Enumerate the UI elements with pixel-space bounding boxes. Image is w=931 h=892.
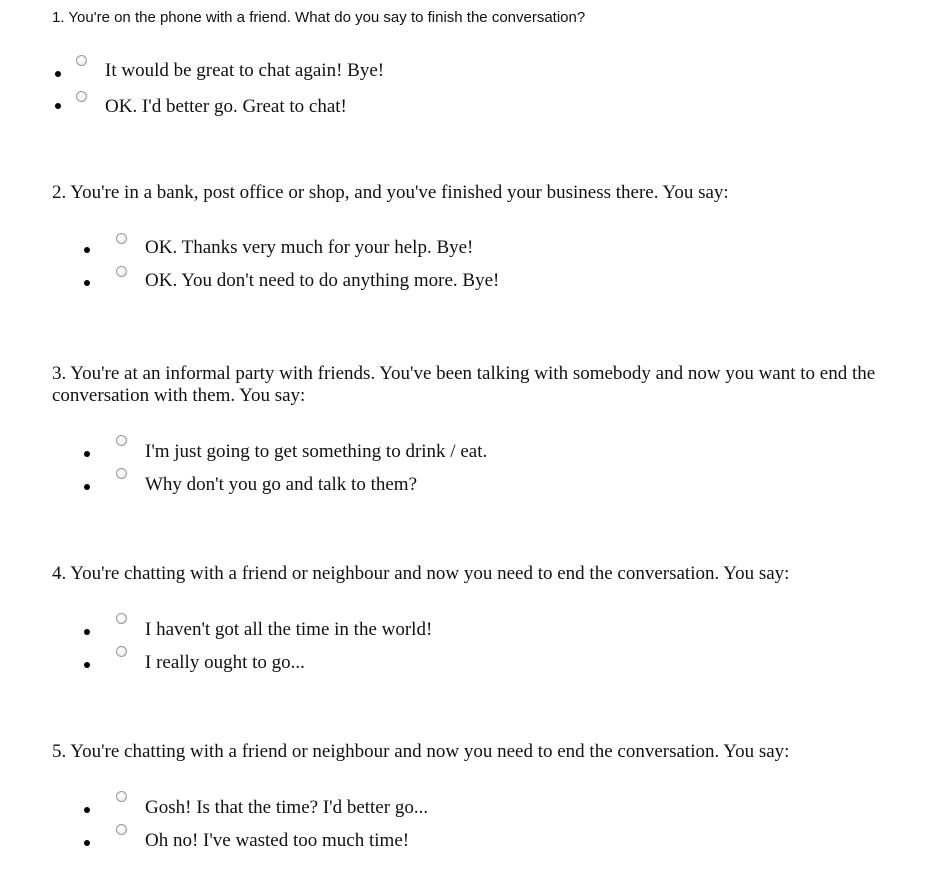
- radio-button[interactable]: [116, 824, 127, 835]
- bullet-icon: [84, 662, 90, 668]
- radio-button[interactable]: [116, 468, 127, 479]
- radio-button[interactable]: [116, 435, 127, 446]
- bullet-icon: [84, 484, 90, 490]
- answer-option[interactable]: [0, 649, 931, 679]
- option-label: It would be great to chat again! Bye!: [105, 60, 385, 81]
- question-text: 2. You're in a bank, post office or shop, and you've finished your business there. You say:: [52, 182, 729, 203]
- bullet-icon: [55, 103, 61, 109]
- radio-button[interactable]: [76, 91, 87, 102]
- radio-button[interactable]: [116, 266, 127, 277]
- answer-option[interactable]: [0, 58, 931, 88]
- option-label: Why don't you go and talk to them?: [145, 474, 418, 495]
- option-label: Gosh! Is that the time? I'd better go...: [145, 797, 429, 818]
- radio-button[interactable]: [116, 646, 127, 657]
- answer-option[interactable]: [0, 827, 931, 857]
- question-text: 3. You're at an informal party with friends. You've been talking with somebody and now you want to end the conversation with them. You say:: [52, 363, 876, 406]
- option-label: OK. You don't need to do anything more. Bye!: [145, 270, 500, 291]
- option-label: I'm just going to get something to drink / eat.: [145, 441, 488, 462]
- bullet-icon: [84, 840, 90, 846]
- option-label: I really ought to go...: [145, 652, 305, 673]
- answer-option[interactable]: [0, 267, 931, 297]
- radio-button[interactable]: [116, 233, 127, 244]
- answer-option[interactable]: [0, 438, 931, 468]
- question-text: 4. You're chatting with a friend or neighbour and now you need to end the conversation. You say:: [52, 563, 790, 584]
- bullet-icon: [84, 629, 90, 635]
- bullet-icon: [84, 807, 90, 813]
- question-text: 1. You're on the phone with a friend. What do you say to finish the conversation?: [52, 9, 586, 26]
- bullet-icon: [84, 247, 90, 253]
- answer-option[interactable]: [0, 234, 931, 264]
- answer-option[interactable]: [0, 93, 931, 123]
- option-label: OK. Thanks very much for your help. Bye!: [145, 237, 474, 258]
- bullet-icon: [84, 280, 90, 286]
- radio-button[interactable]: [116, 613, 127, 624]
- option-label: OK. I'd better go. Great to chat!: [105, 96, 347, 117]
- question-text: 5. You're chatting with a friend or neighbour and now you need to end the conversation. You say:: [52, 741, 790, 762]
- radio-button[interactable]: [116, 791, 127, 802]
- answer-option[interactable]: [0, 794, 931, 824]
- option-label: Oh no! I've wasted too much time!: [145, 830, 410, 851]
- answer-option[interactable]: [0, 471, 931, 501]
- option-label: I haven't got all the time in the world!: [145, 619, 433, 640]
- radio-button[interactable]: [76, 55, 87, 66]
- bullet-icon: [84, 451, 90, 457]
- bullet-icon: [55, 71, 61, 77]
- answer-option[interactable]: [0, 616, 931, 646]
